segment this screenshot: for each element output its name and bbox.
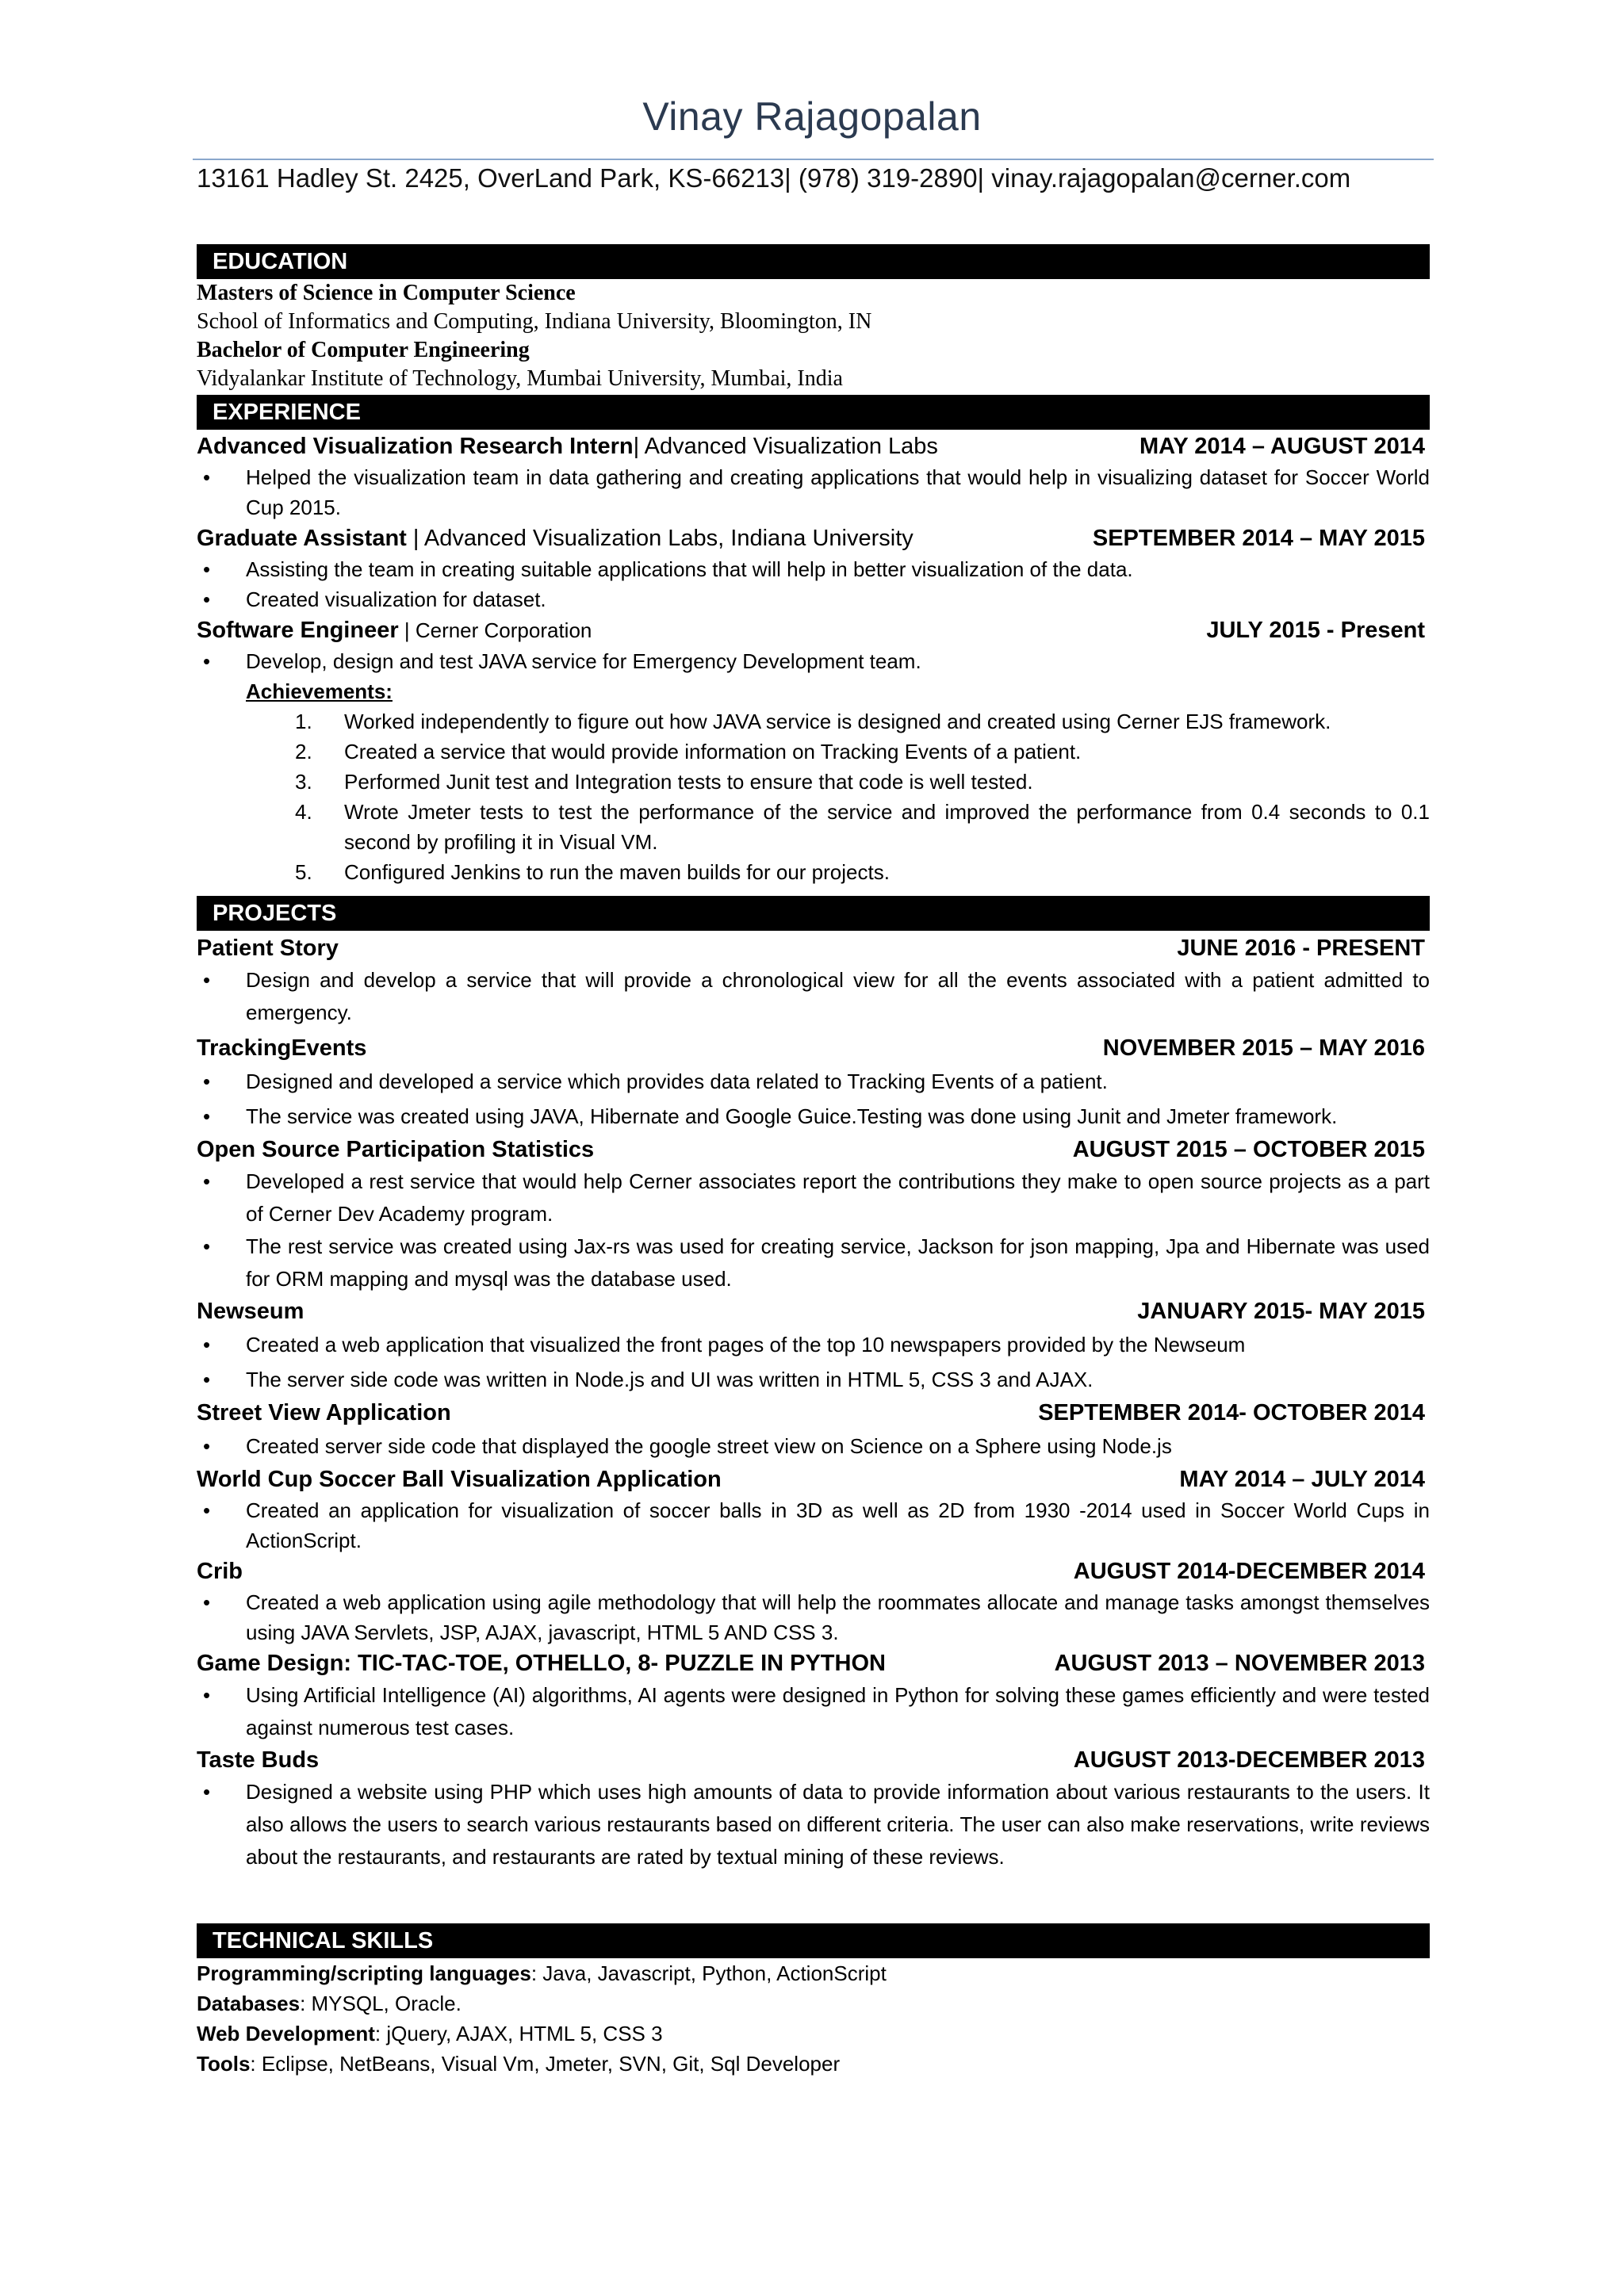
job-title: Software Engineer (197, 618, 399, 643)
job-bullet: • Created visualization for dataset. (197, 584, 1430, 614)
project-header (197, 1744, 1430, 1776)
job-header (197, 430, 1430, 462)
project-title: Patient Story (197, 936, 339, 961)
experience-heading: EXPERIENCE (197, 395, 1430, 430)
project-header (197, 1556, 1430, 1587)
project-bullet: • The server side code was written in Node.js and UI was written in HTML 5, CSS 3 and AJAX. (197, 1362, 1430, 1397)
skills-heading: TECHNICAL SKILLS (197, 1923, 1430, 1958)
achievement-item (197, 767, 1430, 797)
project-title: TrackingEvents (197, 1035, 367, 1061)
skill-row (197, 1988, 1430, 2019)
skill-value: : Eclipse, NetBeans, Visual Vm, Jmeter, SVN, Git, Sql Developer (250, 2052, 841, 2076)
project-date: AUGUST 2015 – OCTOBER 2015 (1072, 1137, 1425, 1162)
project-title: Open Source Participation Statistics (197, 1137, 595, 1162)
achievement-text: Created a service that would provide information on Tracking Events of a patient. (344, 740, 1082, 763)
project-bullet: • The rest service was created using Jax-rs was used for creating service, Jackson for json mapping, Jpa and Hibernate was used for ORM mapping and mysql was the database used. (197, 1230, 1430, 1295)
skill-label: Web Development (197, 2022, 375, 2045)
achievement-text: Wrote Jmeter tests to test the performance of the service and improved the performance from 0.4 seconds to 0.1 second by profiling it in Visual VM. (344, 800, 1430, 854)
project-bullet: • The service was created using JAVA, Hibernate and Google Guice.Testing was done using Junit and Jmeter framework. (197, 1099, 1430, 1134)
skill-value: : Java, Javascript, Python, ActionScript (530, 1961, 887, 1985)
project-title: Street View Application (197, 1400, 451, 1425)
project-header (197, 1647, 1430, 1679)
job-date: MAY 2014 – AUGUST 2014 (1139, 434, 1425, 459)
project-bullet: • Developed a rest service that would help Cerner associates report the contributions they make to open source projects as a part of Cerner Dev Academy program. (197, 1165, 1430, 1230)
project-title: Game Design: TIC-TAC-TOE, OTHELLO, 8- PUZZLE IN PYTHON (197, 1651, 886, 1676)
project-header (197, 1134, 1430, 1165)
degree-masters: Masters of Science in Computer Science (197, 281, 576, 305)
project-header (197, 932, 1430, 964)
job-header (197, 614, 1430, 646)
project-title: Crib (197, 1559, 243, 1584)
project-header (197, 1397, 1430, 1429)
school-bachelor: Vidyalankar Institute of Technology, Mumbai University, Mumbai, India (197, 366, 843, 391)
school-masters: School of Informatics and Computing, Indiana University, Bloomington, IN (197, 309, 872, 334)
project-bullet: • Created a web application that visualized the front pages of the top 10 newspapers provided by the Newseum (197, 1327, 1430, 1362)
projects-section (197, 932, 1430, 1873)
experience-section (197, 430, 1430, 887)
project-title: Taste Buds (197, 1747, 320, 1773)
job-bullet: • Develop, design and test JAVA service for Emergency Development team. (197, 646, 1430, 676)
education-heading: EDUCATION (197, 244, 1430, 279)
achievement-item (197, 797, 1430, 857)
job-date: JULY 2015 - Present (1206, 618, 1425, 643)
projects-heading: PROJECTS (197, 896, 1430, 931)
achievement-item (197, 706, 1430, 737)
project-header (197, 1032, 1430, 1064)
skill-row (197, 2019, 1430, 2049)
job-date: SEPTEMBER 2014 – MAY 2015 (1092, 526, 1425, 551)
skill-label: Tools (197, 2052, 251, 2076)
job-bullet: • Helped the visualization team in data gathering and creating applications that would help in visualizing dataset for Soccer World Cup 2015. (197, 462, 1430, 522)
job-title: Graduate Assistant (197, 526, 407, 551)
project-bullet: • Design and develop a service that will provide a chronological view for all the events associated with a patient admitted to emergency. (197, 964, 1430, 1029)
project-date: NOVEMBER 2015 – MAY 2016 (1102, 1035, 1425, 1061)
skill-value: : jQuery, AJAX, HTML 5, CSS 3 (374, 2022, 663, 2045)
job-org: | Advanced Visualization Labs, Indiana University (406, 526, 914, 551)
project-title: World Cup Soccer Ball Visualization Application (197, 1467, 722, 1492)
candidate-name: Vinay Rajagopalan (642, 94, 982, 139)
skill-label: Databases (197, 1992, 301, 2015)
project-date: AUGUST 2013 – NOVEMBER 2013 (1054, 1651, 1425, 1676)
achievement-item (197, 857, 1430, 887)
job-org: | Advanced Visualization Labs (633, 434, 938, 459)
project-date: JUNE 2016 - PRESENT (1177, 936, 1425, 961)
achievement-number: 1. (295, 710, 312, 733)
job-header (197, 522, 1430, 554)
degree-bachelor: Bachelor of Computer Engineering (197, 338, 530, 362)
project-date: JANUARY 2015- MAY 2015 (1137, 1299, 1425, 1324)
education-section (197, 279, 1430, 393)
project-bullet: • Created server side code that displayed the google street view on Science on a Sphere using Node.js (197, 1429, 1430, 1464)
achievement-text: Worked independently to figure out how JAVA service is designed and created using Cerner EJS framework. (344, 710, 1331, 733)
project-date: AUGUST 2014-DECEMBER 2014 (1073, 1559, 1425, 1584)
skill-row (197, 1958, 1430, 1988)
achievement-number: 3. (295, 770, 312, 794)
achievement-text: Configured Jenkins to run the maven builds for our projects. (344, 860, 890, 884)
job-org: | Cerner Corporation (398, 618, 592, 642)
project-bullet: • Using Artificial Intelligence (AI) algorithms, AI agents were designed in Python for solving these games efficiently and were tested against numerous test cases. (197, 1679, 1430, 1744)
achievement-text: Performed Junit test and Integration tests to ensure that code is well tested. (344, 770, 1033, 794)
project-date: MAY 2014 – JULY 2014 (1179, 1467, 1425, 1492)
job-title: Advanced Visualization Research Intern (197, 434, 634, 459)
achievement-item (197, 737, 1430, 767)
achievement-number: 5. (295, 860, 312, 884)
achievement-number: 2. (295, 740, 312, 763)
achievements-label: Achievements: (246, 679, 393, 703)
project-date: AUGUST 2013-DECEMBER 2013 (1073, 1747, 1425, 1773)
project-title: Newseum (197, 1299, 304, 1324)
header-divider (193, 159, 1434, 160)
job-bullet: • Assisting the team in creating suitable applications that will help in better visualization of the data. (197, 554, 1430, 584)
skill-value: : MYSQL, Oracle. (300, 1992, 462, 2015)
project-header (197, 1464, 1430, 1495)
project-date: SEPTEMBER 2014- OCTOBER 2014 (1038, 1400, 1425, 1425)
skill-label: Programming/scripting languages (197, 1961, 531, 1985)
project-bullet: • Created an application for visualization of soccer balls in 3D as well as 2D from 1930 -2014 used in Soccer World Cups in ActionScript. (197, 1495, 1430, 1556)
project-header (197, 1295, 1430, 1327)
achievement-number: 4. (295, 800, 312, 824)
project-bullet: • Created a web application using agile methodology that will help the roommates allocate and manage tasks amongst themselves using JAVA Servlets, JSP, AJAX, javascript, HTML 5 AND CSS 3. (197, 1587, 1430, 1647)
project-bullet: • Designed and developed a service which provides data related to Tracking Events of a patient. (197, 1064, 1430, 1099)
skill-row (197, 2049, 1430, 2079)
contact-line: 13161 Hadley St. 2425, OverLand Park, KS-66213| (978) 319-2890| vinay.rajagopalan@cerner.com (197, 163, 1351, 193)
skills-section (197, 1958, 1430, 2079)
project-bullet: • Designed a website using PHP which uses high amounts of data to provide information about various restaurants to the users. It also allows the users to search various restaurants based on different criteria. The user can also make reservations, write reviews about the restaurants, and restaurants are rated by textual mining of these reviews. (197, 1776, 1430, 1873)
